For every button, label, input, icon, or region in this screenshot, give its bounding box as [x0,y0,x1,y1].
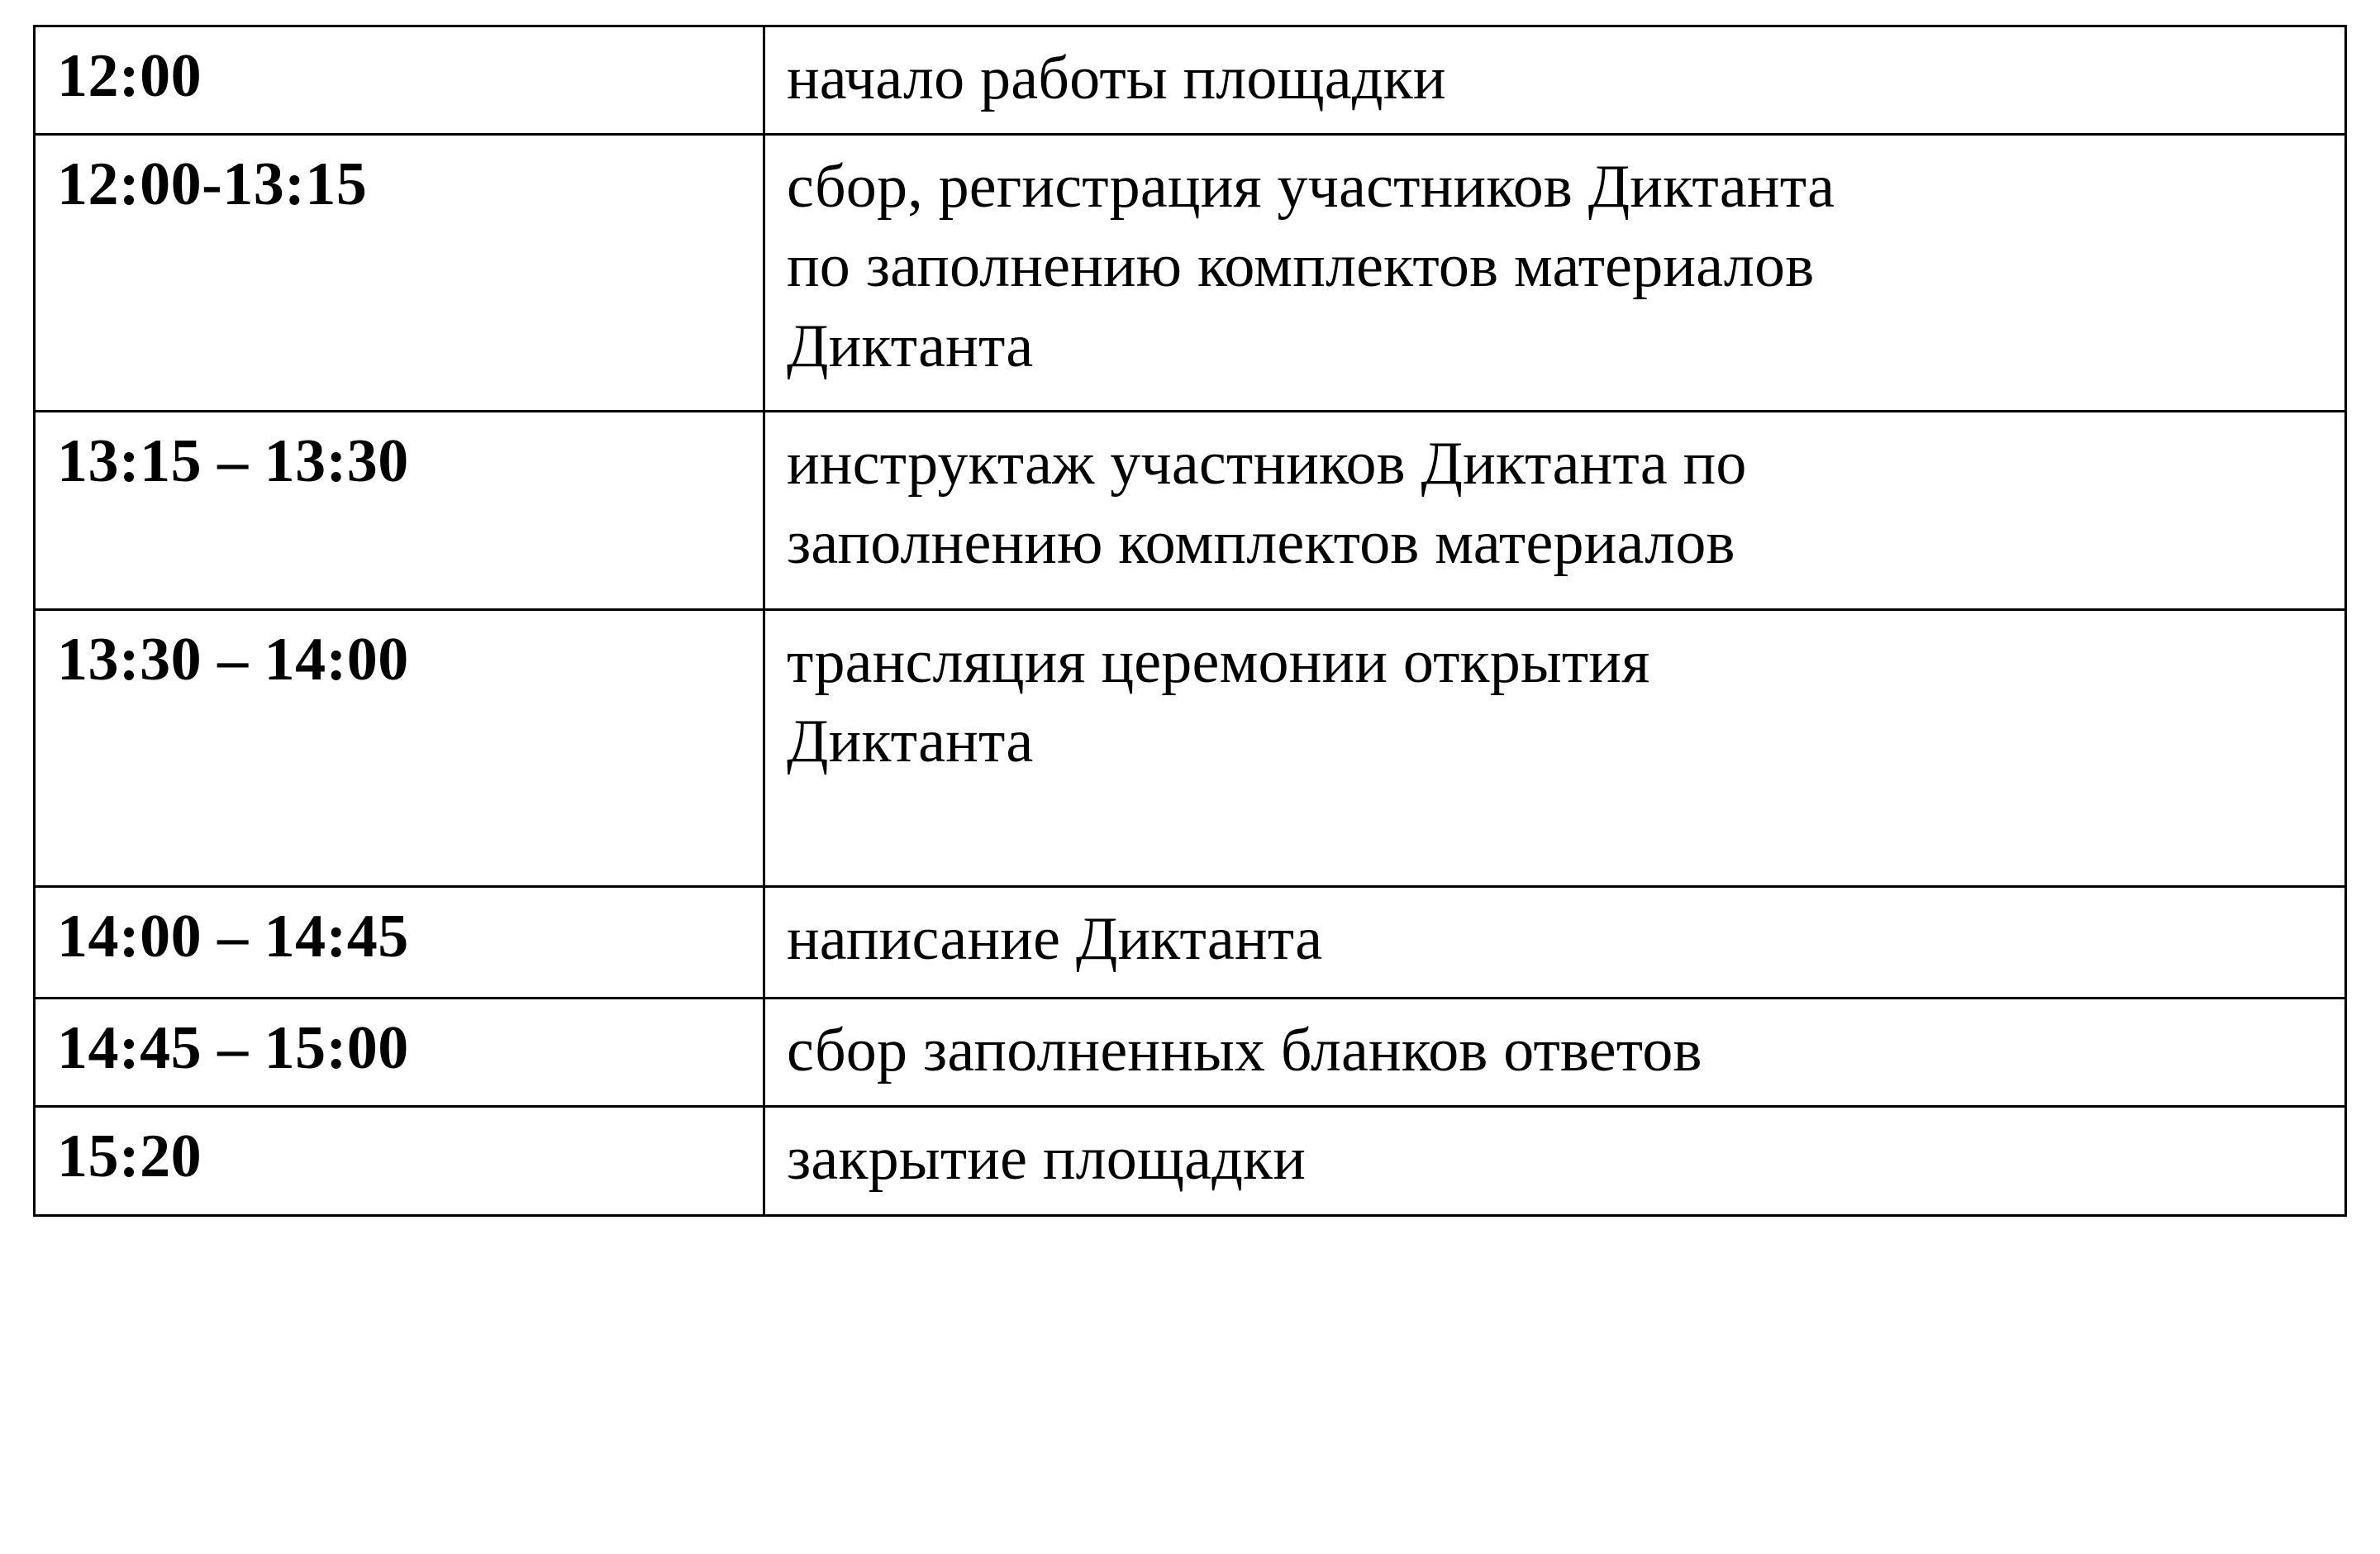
schedule-table [33,25,2347,1217]
time-cell: 12:00 [35,26,764,135]
time-cell: 13:15 – 13:30 [35,412,764,610]
description-line: по заполнению комплектов материалов [787,232,1815,301]
description-cell [764,887,2346,999]
description-cell [764,610,2346,887]
description-line: написание Диктанта [787,905,1323,974]
description-line: трансляция церемонии открытия [787,628,1650,697]
description-line: заполнению комплектов материалов [787,509,1735,578]
table-row [35,887,2346,999]
description-line: инструктаж участников Диктанта по [787,430,1747,498]
table-row [35,1107,2346,1215]
description-line: закрытие площадки [787,1125,1306,1194]
time-cell: 15:20 [35,1107,764,1215]
description-cell [764,999,2346,1107]
time-cell: 13:30 – 14:00 [35,610,764,887]
description-cell [764,135,2346,412]
description-cell [764,412,2346,610]
table-row [35,26,2346,135]
time-cell: 14:45 – 15:00 [35,999,764,1107]
description-line: Диктанта [787,708,1034,776]
schedule-table-body [35,26,2346,1216]
table-row [35,610,2346,887]
table-row [35,135,2346,412]
description-line: сбор, регистрация участников Диктанта [787,153,1835,222]
description-cell [764,1107,2346,1215]
table-row [35,412,2346,610]
time-cell: 14:00 – 14:45 [35,887,764,999]
description-cell [764,26,2346,135]
description-line: Диктанта [787,312,1034,380]
table-row [35,999,2346,1107]
description-line: сбор заполненных бланков ответов [787,1017,1702,1085]
time-cell: 12:00-13:15 [35,135,764,412]
description-line: начало работы площадки [787,45,1446,112]
